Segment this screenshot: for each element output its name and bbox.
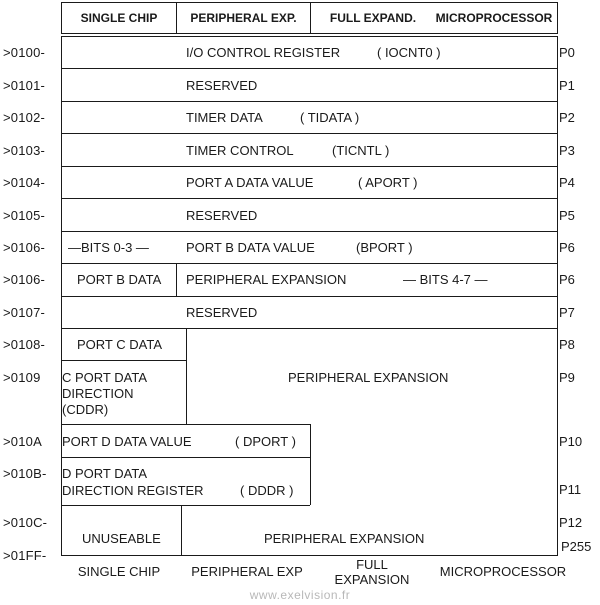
row-divider-port-c bbox=[61, 360, 186, 361]
port-p10: P10 bbox=[559, 434, 583, 449]
address-0104: >0104- bbox=[3, 175, 46, 190]
reserved-0107-label: RESERVED bbox=[186, 305, 258, 320]
address-0100: >0100- bbox=[3, 45, 46, 60]
header-microprocessor: MICROPROCESSOR bbox=[435, 11, 553, 25]
io-control-register-label: I/O CONTROL REGISTER bbox=[186, 45, 341, 60]
address-0107: >0107- bbox=[3, 305, 46, 320]
row-divider bbox=[61, 263, 558, 264]
port-c-right-edge bbox=[186, 328, 187, 424]
peripheral-expansion-bottom-label: PERIPHERAL EXPANSION bbox=[264, 531, 425, 546]
timer-control-label: TIMER CONTROL bbox=[186, 143, 294, 158]
port-p3: P3 bbox=[559, 143, 575, 158]
port-p4: P4 bbox=[559, 175, 575, 190]
footer-single-chip: SINGLE CHIP bbox=[77, 564, 161, 579]
reserved-0101-label: RESERVED bbox=[186, 78, 258, 93]
port-p12: P12 bbox=[559, 515, 583, 530]
port-d-data-value-label: PORT D DATA VALUE bbox=[62, 434, 192, 449]
address-010A: >010A bbox=[3, 434, 42, 449]
footer-peripheral-exp: PERIPHERAL EXP bbox=[191, 564, 303, 579]
port-c-ddr-line-1: C PORT DATA bbox=[62, 370, 147, 385]
port-b-split bbox=[176, 263, 177, 296]
port-d-ddr-line-1: D PORT DATA bbox=[62, 466, 147, 481]
row-divider bbox=[61, 198, 558, 199]
port-c-ddr-line-2: DIRECTION bbox=[62, 386, 134, 401]
header-single-chip: SINGLE CHIP bbox=[80, 11, 158, 25]
row-divider bbox=[61, 231, 558, 232]
address-0101: >0101- bbox=[3, 78, 46, 93]
port-p6-high: P6 bbox=[559, 272, 575, 287]
header-full-expand: FULL EXPAND. bbox=[329, 11, 417, 25]
port-p11: P11 bbox=[559, 482, 582, 497]
port-d-data-value-mnemonic: ( DPORT ) bbox=[235, 434, 296, 449]
reserved-0105-label: RESERVED bbox=[186, 208, 258, 223]
port-p7: P7 bbox=[559, 305, 575, 320]
footer-microprocessor: MICROPROCESSOR bbox=[439, 564, 567, 579]
port-p0: P0 bbox=[559, 45, 575, 60]
address-01FF: >01FF- bbox=[3, 548, 47, 563]
header-peripheral-exp: PERIPHERAL EXP. bbox=[190, 11, 297, 25]
address-0108: >0108- bbox=[3, 337, 46, 352]
address-0103: >0103- bbox=[3, 143, 46, 158]
bits-4-7-label: — BITS 4-7 — bbox=[403, 272, 488, 287]
port-p1: P1 bbox=[559, 78, 575, 93]
port-p9: P9 bbox=[559, 370, 575, 385]
watermark: www.exelvision.fr bbox=[249, 588, 351, 602]
port-a-data-label: PORT A DATA VALUE bbox=[186, 175, 314, 190]
port-d-right-edge bbox=[310, 424, 311, 505]
io-control-register-mnemonic: ( IOCNT0 ) bbox=[377, 45, 441, 60]
bits-0-3-label: —BITS 0-3 — bbox=[68, 240, 149, 255]
address-010B: >010B- bbox=[3, 466, 47, 481]
port-b-data-value-label: PORT B DATA VALUE bbox=[186, 240, 315, 255]
row-divider-port-d-top bbox=[61, 424, 310, 425]
row-divider-port-d-bottom bbox=[61, 505, 310, 506]
port-d-ddr-line-2: DIRECTION REGISTER bbox=[62, 483, 204, 498]
unuseable-label: UNUSEABLE bbox=[82, 531, 161, 546]
row-divider bbox=[61, 101, 558, 102]
row-divider bbox=[61, 328, 558, 329]
row-divider bbox=[61, 68, 558, 69]
footer-full-expansion-line-1: FULL bbox=[356, 557, 388, 572]
address-0109: >0109 bbox=[3, 370, 41, 385]
peripheral-expansion-mid-label: PERIPHERAL EXPANSION bbox=[288, 370, 449, 385]
port-p8: P8 bbox=[559, 337, 575, 352]
address-0106-high: >0106- bbox=[3, 272, 46, 287]
port-c-data-label: PORT C DATA bbox=[77, 337, 162, 352]
port-p255: P255 bbox=[561, 539, 592, 554]
port-a-data-mnemonic: ( APORT ) bbox=[358, 175, 418, 190]
port-c-ddr-line-3: (CDDR) bbox=[62, 402, 109, 417]
port-b-data-label: PORT B DATA bbox=[77, 272, 162, 287]
address-0102: >0102- bbox=[3, 110, 46, 125]
row-divider bbox=[61, 296, 558, 297]
port-p6-low: P6 bbox=[559, 240, 575, 255]
address-0105: >0105- bbox=[3, 208, 46, 223]
timer-control-mnemonic: (TICNTL ) bbox=[332, 143, 390, 158]
port-p2: P2 bbox=[559, 110, 575, 125]
peripheral-expansion-bits-label: PERIPHERAL EXPANSION bbox=[186, 272, 347, 287]
address-0106-low: >0106- bbox=[3, 240, 46, 255]
address-010C: >010C- bbox=[3, 515, 48, 530]
row-divider-port-d-mid bbox=[61, 457, 310, 458]
timer-data-label: TIMER DATA bbox=[186, 110, 263, 125]
port-d-ddr-mnemonic: ( DDDR ) bbox=[240, 483, 294, 498]
footer-full-expansion-line-2: EXPANSION bbox=[334, 572, 410, 587]
row-divider bbox=[61, 166, 558, 167]
unuseable-right-edge bbox=[181, 505, 182, 556]
port-p5: P5 bbox=[559, 208, 575, 223]
row-divider bbox=[61, 133, 558, 134]
port-b-data-value-mnemonic: (BPORT ) bbox=[356, 240, 413, 255]
timer-data-mnemonic: ( TIDATA ) bbox=[300, 110, 360, 125]
